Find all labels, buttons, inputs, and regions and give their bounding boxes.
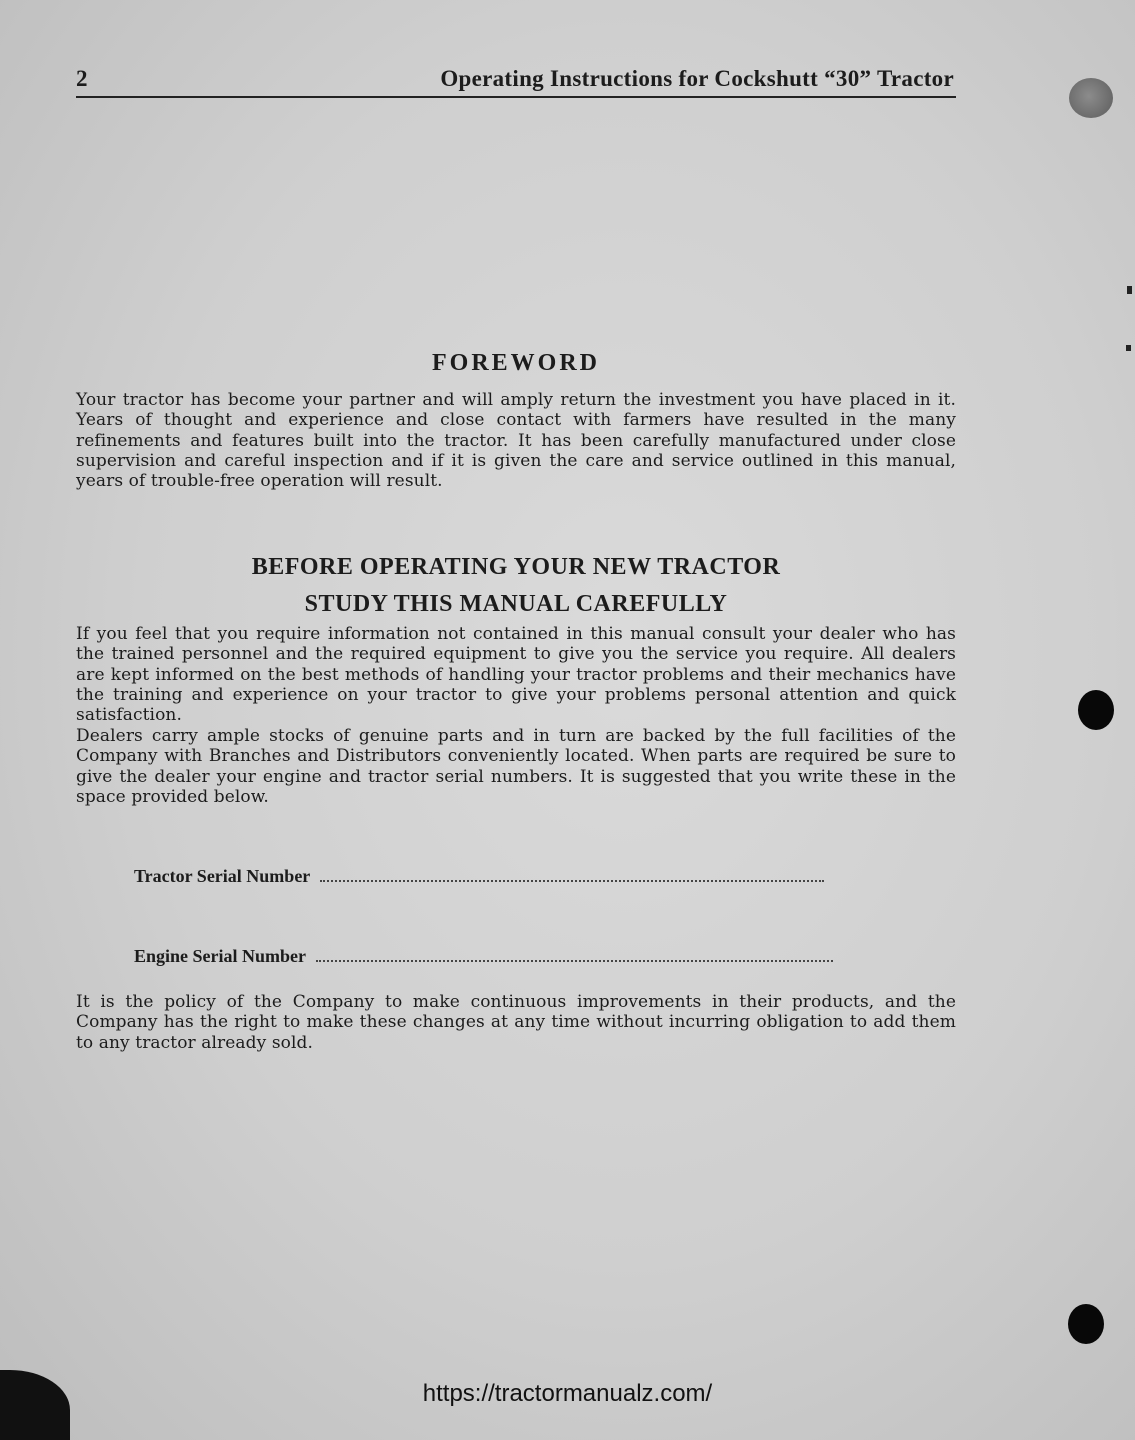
punch-hole-top <box>1069 78 1113 118</box>
engine-serial-label: Engine Serial Number <box>134 946 307 966</box>
edge-mark <box>1126 345 1131 351</box>
header-rule <box>76 96 956 98</box>
engine-serial-field <box>134 946 833 967</box>
source-url: https://tractormanualz.com/ <box>422 1380 713 1407</box>
punch-hole-bottom <box>1068 1304 1104 1344</box>
parts-paragraph: Dealers carry ample stocks of genuine parts and in turn are backed by the full facilities of the Company with Branches and Distributors conveniently located. When parts are required be sure to give the dealer your engine and tractor serial numbers. It is suggested that you write these in the space provided below. <box>76 726 956 807</box>
tractor-serial-blank <box>320 880 824 882</box>
page-number: 2 <box>76 66 88 91</box>
punch-hole-middle <box>1078 690 1114 730</box>
before-operating-title-line2: STUDY THIS MANUAL CAREFULLY <box>304 591 728 617</box>
tractor-serial-label: Tractor Serial Number <box>134 866 311 886</box>
before-operating-title <box>76 549 956 623</box>
tractor-serial-field <box>134 866 824 887</box>
dealer-info-paragraph: If you feel that you require information not contained in this manual consult your dealer who has the trained personnel and the required equipment to give you the service you require. All dealers are kept informed on the best methods of handling your tractor problems and their mechanics have the training and experience on your tractor to give your problems personal attention and quick satisfaction. <box>76 624 956 726</box>
engine-serial-blank <box>316 960 833 962</box>
foreword-title: FOREWORD <box>432 350 600 376</box>
before-operating-title-line1: BEFORE OPERATING YOUR NEW TRACTOR <box>251 554 781 580</box>
policy-paragraph: It is the policy of the Company to make continuous improvements in their products, and the Company has the right to make these changes at any time without incurring obligation to add them to any tractor already sold. <box>76 992 956 1053</box>
running-head: Operating Instructions for Cockshutt “30” Tractor <box>440 66 954 91</box>
foreword-paragraph: Your tractor has become your partner and will amply return the investment you have placed in it. Years of thought and experience and close contact with farmers have resulted in the many refinements and features built into the tractor. It has been carefully manufactured under close supervision and careful inspection and if it is given the care and service outlined in this manual, years of trouble-free operation will result. <box>76 390 956 492</box>
edge-mark <box>1127 286 1132 294</box>
